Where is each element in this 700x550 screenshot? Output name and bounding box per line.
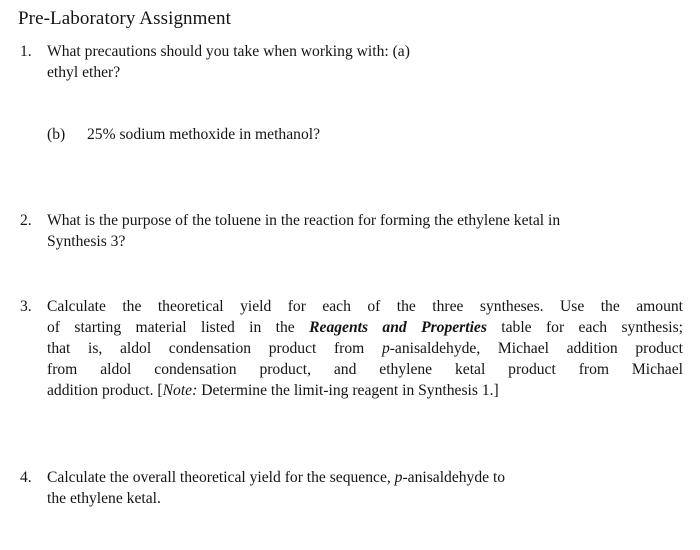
question-line: [47, 317, 683, 338]
text-run: -anisaldehyde to: [402, 469, 506, 486]
page-title: Pre-Laboratory Assignment: [18, 8, 232, 29]
question-line: What is the purpose of the toluene in the reaction for forming the ethylene ketal in: [47, 212, 561, 229]
question-text: [47, 467, 647, 509]
italic-prefix: p: [381, 340, 390, 357]
text-run: of starting material listed in the: [47, 319, 310, 336]
part-text: 25% sodium methoxide in methanol?: [87, 126, 321, 143]
question-line: [47, 380, 683, 401]
text-run: that is, aldol condensation product from: [47, 340, 382, 357]
question-line: Synthesis 3?: [47, 233, 126, 250]
question-line: What precautions should you take when working with: (a): [47, 43, 410, 60]
question-line: the ethylene ketal.: [47, 490, 161, 507]
part-label: (b): [47, 126, 66, 143]
question-line: Calculate the theoretical yield for each of the three syntheses. Use the amount: [47, 298, 683, 315]
question-number: 1.: [20, 43, 32, 60]
question-text: [47, 41, 537, 83]
question-number: 3.: [20, 298, 32, 315]
text-run: Calculate the overall theoretical yield for the sequence,: [47, 469, 395, 486]
question-1-part-b: [47, 124, 320, 145]
text-run: addition product. [: [47, 382, 163, 399]
question-text: [47, 210, 682, 252]
question-line: from aldol condensation product, and ethylene ketal product from Michael: [47, 361, 683, 378]
note-emphasis: Note:: [162, 382, 198, 399]
question-number: 4.: [20, 469, 32, 486]
question-line: [47, 467, 647, 488]
italic-prefix: p: [394, 469, 403, 486]
question-line: [47, 338, 683, 359]
question-line: ethyl ether?: [47, 64, 121, 81]
text-run: Determine the limit-ing reagent in Synthesis 1.]: [197, 382, 499, 399]
question-text: [47, 296, 683, 401]
table-name-emphasis: Reagents and Properties: [309, 319, 487, 336]
text-run: -anisaldehyde, Michael addition product: [389, 340, 683, 357]
question-number: 2.: [20, 212, 32, 229]
text-run: table for each synthesis;: [486, 319, 684, 336]
